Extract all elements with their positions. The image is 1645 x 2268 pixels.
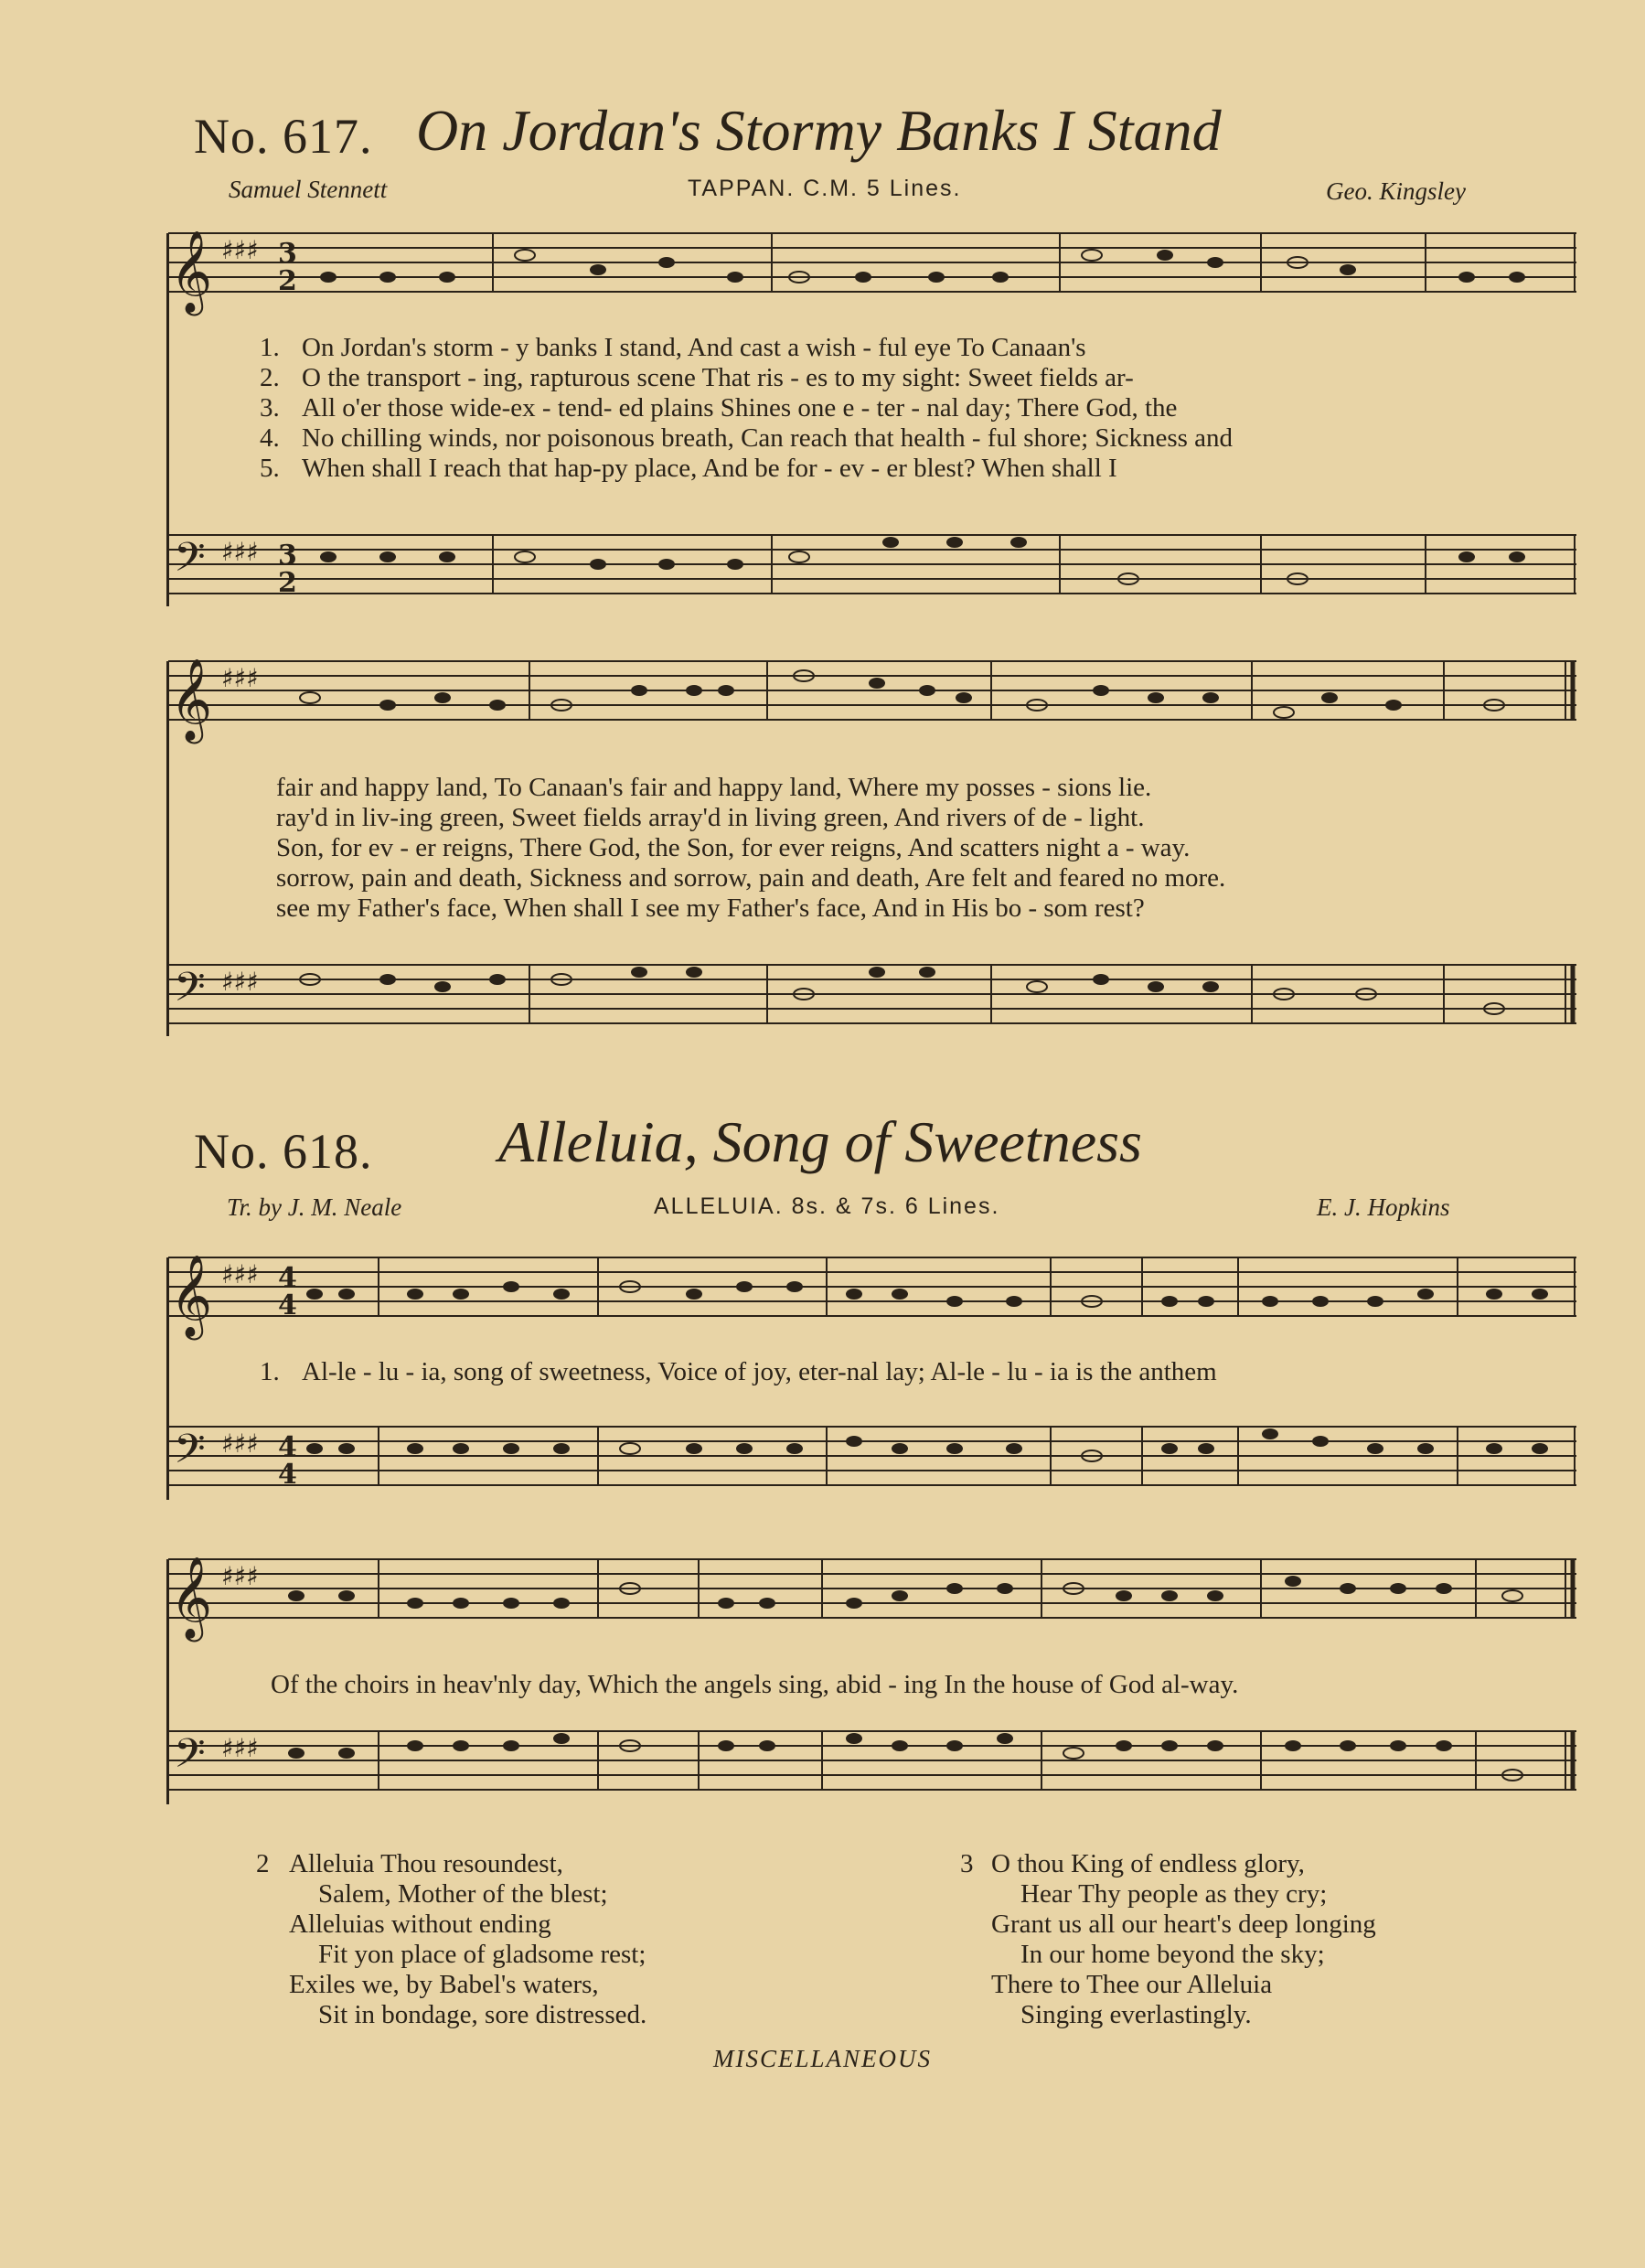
hymn-617-number: No. 617. [194, 109, 373, 164]
music-staff-treble [168, 224, 1576, 316]
svg-text:𝄢: 𝄢 [174, 963, 206, 1021]
hymn-617-author: Samuel Stennett [229, 176, 388, 203]
system-brace-618-1 [166, 1257, 169, 1500]
svg-text:𝄢: 𝄢 [174, 1729, 206, 1787]
music-staff-bass [168, 956, 1576, 1047]
music-staff-bass [168, 1722, 1576, 1813]
verse-number: 3 [960, 1849, 974, 1878]
lyrics-618-part-b [271, 1670, 1238, 1700]
music-staff-treble [168, 1550, 1576, 1642]
lyric-line: 2. O the transport - ing, rapturous scene That ris - es to my sight: Sweet fields ar- [260, 363, 1134, 392]
verse-line: In our home beyond the sky; [1020, 1940, 1325, 1969]
svg-text:2: 2 [278, 567, 297, 599]
svg-text:𝄢: 𝄢 [174, 533, 206, 591]
lyric-line: ray'd in liv-ing green, Sweet fields array'd in living green, And rivers of de - light. [276, 803, 1145, 832]
svg-text:𝄞: 𝄞 [170, 1255, 213, 1337]
verse-line: Alleluia Thou resoundest, [289, 1849, 563, 1878]
verse-3 [960, 1849, 1376, 2030]
svg-text:𝄞: 𝄞 [170, 658, 213, 741]
svg-text:♯♯♯: ♯♯♯ [221, 1733, 259, 1763]
lyric-line: see my Father's face, When shall I see my Father's face, And in His bo - som rest? [276, 893, 1145, 923]
verse-line: O thou King of endless glory, [991, 1849, 1305, 1878]
music-staff-treble [168, 652, 1576, 744]
music-staff-bass [168, 1418, 1576, 1509]
system-brace-618-2 [166, 1559, 169, 1804]
verse-line: Exiles we, by Babel's waters, [289, 1970, 599, 1999]
hymn-618-title: Alleluia, Song of Sweetness [498, 1109, 1142, 1174]
verse-line: Sit in bondage, sore distressed. [318, 2000, 647, 2029]
lyric-line: 1. On Jordan's storm - y banks I stand, And cast a wish - ful eye To Canaan's [260, 333, 1086, 362]
hymn-617-composer: Geo. Kingsley [1326, 177, 1466, 205]
music-staff-bass [168, 526, 1576, 617]
svg-text:𝄞: 𝄞 [170, 1557, 213, 1639]
svg-text:♯♯♯: ♯♯♯ [221, 663, 259, 693]
svg-text:♯♯♯: ♯♯♯ [221, 537, 259, 567]
lyric-line: Son, for ev - er reigns, There God, the Son, for ever reigns, And scatters night a - way. [276, 833, 1191, 862]
lyrics-617-part-b [276, 773, 1225, 924]
lyric-line: 4. No chilling winds, nor poisonous breath, Can reach that health - ful shore; Sickness and [260, 423, 1234, 453]
verse-line: There to Thee our Alleluia [991, 1970, 1273, 1999]
lyric-line: Of the choirs in heav'nly day, Which the angels sing, abid - ing In the house of God al-way. [271, 1670, 1239, 1699]
svg-text:♯♯♯: ♯♯♯ [221, 967, 259, 997]
hymn-617-tune: TAPPAN. C.M. 5 Lines. [688, 176, 962, 201]
svg-text:♯♯♯: ♯♯♯ [221, 1428, 259, 1459]
verse-2 [256, 1849, 646, 2030]
verse-line: Grant us all our heart's deep longing [991, 1910, 1376, 1939]
svg-text:4: 4 [278, 1459, 297, 1491]
hymn-617-title: On Jordan's Stormy Banks I Stand [416, 98, 1222, 163]
verse-line: Alleluias without ending [289, 1910, 551, 1939]
lyrics-617-part-a [260, 333, 1233, 484]
svg-text:4: 4 [278, 1289, 297, 1321]
svg-text:4: 4 [278, 1431, 297, 1463]
svg-text:3: 3 [278, 540, 297, 572]
svg-text:♯♯♯: ♯♯♯ [221, 1561, 259, 1591]
hymn-618-number: No. 618. [194, 1124, 373, 1179]
lyric-line: fair and happy land, To Canaan's fair and happy land, Where my posses - sions lie. [276, 773, 1152, 802]
verse-line: Singing everlastingly. [1020, 2000, 1252, 2029]
page-footer: MISCELLANEOUS [713, 2045, 933, 2072]
svg-text:♯♯♯: ♯♯♯ [221, 235, 259, 265]
lyric-line: 3. All o'er those wide-ex - tend- ed plains Shines one e - ter - nal day; There God, the [260, 393, 1178, 423]
svg-text:2: 2 [278, 265, 297, 297]
lyric-line: 1. Al-le - lu - ia, song of sweetness, Voice of joy, eter-nal lay; Al-le - lu - ia is the anthem [260, 1357, 1217, 1386]
svg-text:𝄢: 𝄢 [174, 1425, 206, 1482]
system-brace-617-2 [166, 661, 169, 1036]
system-brace-617-1 [166, 233, 169, 606]
lyrics-618-part-a [260, 1357, 1217, 1387]
verse-line: Hear Thy people as they cry; [1020, 1879, 1328, 1909]
lyric-line: sorrow, pain and death, Sickness and sorrow, pain and death, Are felt and feared no more. [276, 863, 1226, 893]
hymn-618-tune: ALLELUIA. 8s. & 7s. 6 Lines. [654, 1193, 1000, 1219]
verse-number: 2 [256, 1849, 270, 1878]
hymn-618-composer: E. J. Hopkins [1317, 1193, 1450, 1221]
svg-text:4: 4 [278, 1262, 297, 1294]
hymn-618-author: Tr. by J. M. Neale [227, 1193, 402, 1221]
music-staff-treble [168, 1248, 1576, 1340]
svg-text:𝄞: 𝄞 [170, 230, 213, 313]
svg-text:3: 3 [278, 238, 297, 270]
verse-line: Fit yon place of gladsome rest; [318, 1940, 646, 1969]
verse-line: Salem, Mother of the blest; [318, 1879, 608, 1909]
lyric-line: 5. When shall I reach that hap-py place, And be for - ev - er blest? When shall I [260, 454, 1117, 483]
svg-text:♯♯♯: ♯♯♯ [221, 1259, 259, 1289]
